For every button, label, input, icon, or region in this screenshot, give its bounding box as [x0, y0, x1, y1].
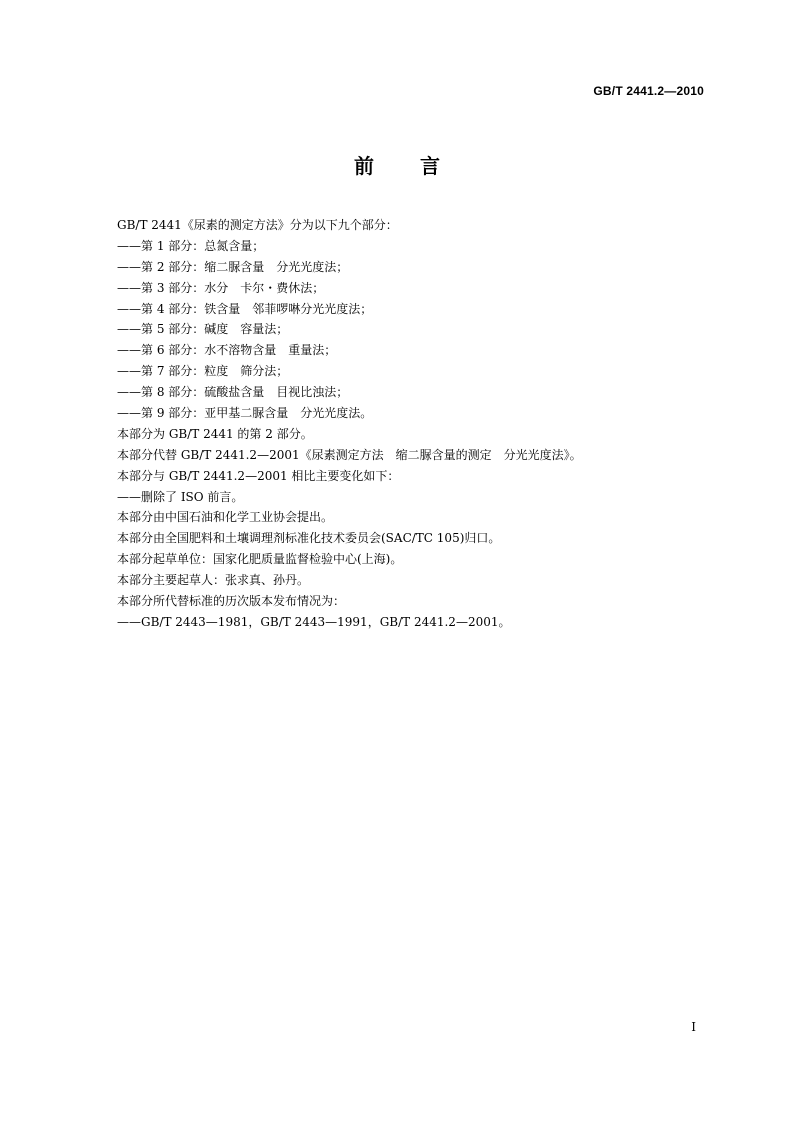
page-number: I: [691, 1020, 696, 1034]
standard-code: GB/T 2441.2—2010: [593, 84, 704, 98]
part-6-line: ——第 6 部分：水不溶物含量 重量法；: [117, 343, 337, 358]
part-8-line: ——第 8 部分：硫酸盐含量 目视比浊法；: [117, 385, 349, 400]
proposed-by-line: 本部分由中国石油和化学工业协会提出。: [117, 510, 334, 525]
drafting-unit-line: 本部分起草单位：国家化肥质量监督检验中心(上海)。: [117, 552, 403, 567]
part-5-line: ——第 5 部分：碱度 容量法；: [117, 322, 289, 337]
replaces-line: 本部分代替 GB/T 2441.2—2001《尿素测定方法 缩二脲含量的测定 分光光度法》。: [117, 447, 582, 462]
part-7-line: ——第 7 部分：粒度 筛分法；: [117, 364, 289, 379]
drafters-line: 本部分主要起草人：张求真、孙丹。: [117, 573, 310, 588]
part-statement-line: 本部分为 GB/T 2441 的第 2 部分。: [117, 426, 313, 441]
foreword-body: [117, 215, 717, 633]
change-item-line: ——删除了 ISO 前言。: [117, 489, 244, 504]
centralized-by-line: 本部分由全国肥料和土壤调理剂标准化技术委员会(SAC/TC 105)归口。: [117, 531, 501, 546]
page-title: 前言: [354, 154, 486, 178]
part-9-line: ——第 9 部分：亚甲基二脲含量 分光光度法。: [117, 406, 373, 421]
part-3-line: ——第 3 部分：水分 卡尔・费休法；: [117, 280, 325, 295]
part-2-line: ——第 2 部分：缩二脲含量 分光光度法；: [117, 259, 349, 274]
history-item-line: ——GB/T 2443—1981，GB/T 2443—1991，GB/T 2441.2—2001。: [117, 614, 511, 629]
part-1-line: ——第 1 部分：总氮含量；: [117, 238, 265, 253]
changes-intro-line: 本部分与 GB/T 2441.2—2001 相比主要变化如下：: [117, 468, 400, 483]
intro-line: GB/T 2441《尿素的测定方法》分为以下九个部分：: [117, 218, 398, 232]
history-intro-line: 本部分所代替标准的历次版本发布情况为：: [117, 594, 346, 609]
part-4-line: ——第 4 部分：铁含量 邻菲啰啉分光光度法；: [117, 301, 373, 316]
